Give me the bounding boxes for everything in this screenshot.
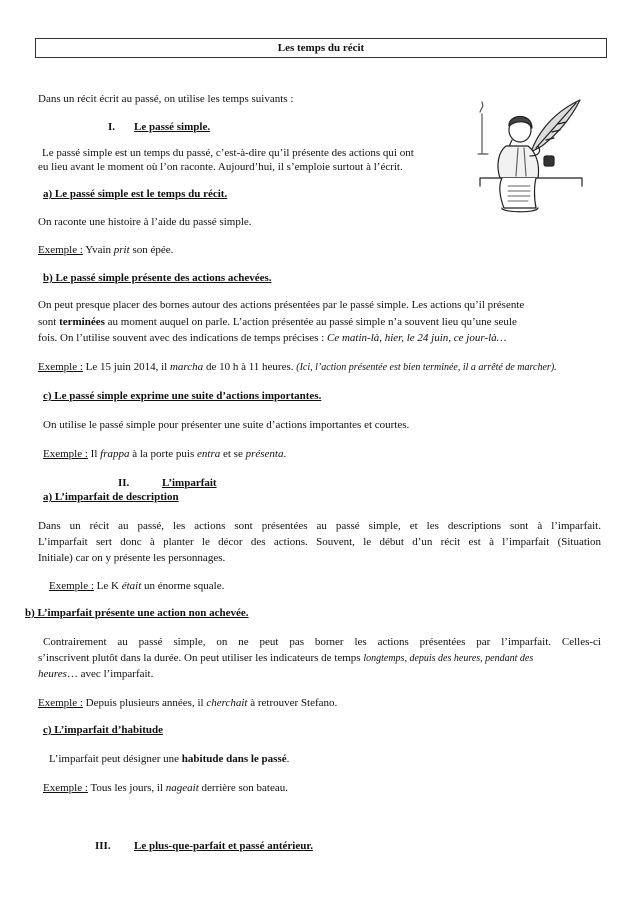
time-indicators: heures [38, 668, 67, 680]
line-text: L’imparfait peut désigner une [49, 753, 182, 765]
s2-c-text [49, 753, 289, 766]
example-label: Exemple : [38, 244, 83, 256]
s2-a-line1: Dans un récit au passé, les actions sont présentées au passé simple, et les descriptions sont à l’imparfait. [38, 520, 601, 532]
example-label: Exemple : [49, 580, 94, 592]
section-3-heading: Le plus-que-parfait et passé antérieur. [134, 840, 313, 852]
s2-a-line2: L’imparfait sert donc à planter le décor des actions. Souvent, le début d’un récit est à l’imparfait (Situation [38, 536, 601, 548]
example-text: à retrouver Stefano. [247, 697, 338, 709]
s2-b-line2 [38, 652, 533, 665]
example-label: Exemple : [38, 361, 83, 373]
line-text: s’inscrivent plutôt dans la durée. On peut utiliser les indicateurs de temps [38, 652, 364, 664]
example-text: et se [220, 448, 246, 460]
s1-c-heading [43, 390, 321, 403]
example-text: un énorme squale. [141, 580, 225, 592]
s1-b-line2 [38, 316, 517, 329]
example-verb: nageait [165, 782, 199, 794]
example-text: Depuis plusieurs années, il [82, 697, 207, 709]
s2-b-line3 [38, 668, 153, 681]
example-text: Yvain [82, 244, 114, 256]
example-label: Exemple : [43, 448, 88, 460]
example-text: de 10 h à 11 heures. [203, 361, 297, 373]
s1-a-heading [43, 188, 227, 201]
example-text: Le K [93, 580, 122, 592]
s2-b-line1: Contrairement au passé simple, on ne peut pas borner les actions présentées par l’imparfait. Celles-ci [43, 636, 601, 648]
example-text: Il [87, 448, 101, 460]
s1-a-example [38, 244, 173, 257]
example-verb: entra [197, 448, 221, 460]
s2-b-example [38, 697, 337, 710]
s2-b-heading-text: b) L’imparfait présente une action non achevée. [25, 607, 249, 619]
s2-c-heading-text: c) L’imparfait d’habitude [43, 724, 163, 736]
s2-a-example [49, 580, 224, 593]
section-2-heading: L’imparfait [162, 477, 217, 489]
example-note: (Ici, l’action présentée est bien terminée, il a arrêté de marcher). [296, 362, 557, 373]
page-title: Les temps du récit [277, 42, 365, 54]
example-verb: était [121, 580, 142, 592]
line-text: sont [38, 316, 60, 328]
section-3-number: III. [95, 840, 111, 852]
example-text: Le 15 juin 2014, il [82, 361, 170, 373]
example-label: Exemple : [43, 782, 88, 794]
example-text: son épée. [129, 244, 174, 256]
section-2-number: II. [118, 477, 130, 489]
example-text: à la porte puis [129, 448, 197, 460]
s1-c-example [43, 448, 286, 461]
s1-b-heading [43, 272, 272, 285]
s2-b-heading [25, 607, 249, 620]
example-verb: cherchait [206, 697, 248, 709]
line-text: … avec l’imparfait. [66, 668, 154, 680]
bold-term: terminées [59, 316, 105, 328]
writer-illustration [476, 94, 586, 214]
s2-a-line3: Initiale) car on y présente les personnages. [38, 552, 226, 564]
s2-a-heading-text: a) L’imparfait de description [43, 491, 179, 503]
example-verb: prit [113, 244, 130, 256]
example-text: Tous les jours, il [87, 782, 166, 794]
example-label: Exemple : [38, 697, 83, 709]
s1-b-line3 [38, 332, 506, 345]
s1-b-heading-text: b) Le passé simple présente des actions achevées. [43, 272, 272, 284]
title-box [35, 38, 607, 58]
example-text: . [283, 448, 287, 460]
s1-c-text: On utilise le passé simple pour présenter une suite d’actions importantes et courtes. [43, 419, 410, 431]
s2-a-heading [43, 491, 179, 504]
time-indicators: longtemps, depuis des heures, pendant des [363, 653, 534, 664]
time-indicators: Ce matin-là, hier, le 24 juin, ce jour-là… [327, 332, 507, 344]
line-text: au moment auquel on parle. L’action présentée au passé simple n’a souvent lieu qu’une seule [104, 316, 517, 328]
example-text: derrière son bateau. [198, 782, 288, 794]
example-verb: marcha [169, 361, 204, 373]
example-verb: frappa [100, 448, 130, 460]
s1-a-text: On raconte une histoire à l’aide du passé simple. [38, 216, 252, 228]
s1-paragraph-line2: eu lieu avant le moment où l’on raconte. Aujourd’hui, il s’emploie surtout à l’écrit. [38, 161, 403, 173]
s2-c-example [43, 782, 288, 795]
section-1-heading: Le passé simple. [134, 121, 211, 133]
s2-c-heading [43, 724, 163, 737]
intro-text: Dans un récit écrit au passé, on utilise les temps suivants : [38, 93, 294, 105]
s1-b-line1: On peut presque placer des bornes autour des actions présentées par le passé simple. Les actions qu’il présente [38, 299, 525, 311]
line-text: . [286, 753, 290, 765]
s1-b-example [38, 361, 557, 374]
example-verb: présenta [245, 448, 284, 460]
bold-term: habitude dans le passé [181, 753, 287, 765]
s1-c-heading-text: c) Le passé simple exprime une suite d’actions importantes. [43, 390, 322, 402]
section-1-number: I. [108, 121, 116, 133]
line-text: fois. On l’utilise souvent avec des indications de temps précises : [38, 332, 327, 344]
s1-paragraph-line1: Le passé simple est un temps du passé, c’est-à-dire qu’il présente des actions qui ont [42, 147, 414, 159]
s1-a-heading-text: a) Le passé simple est le temps du récit. [43, 188, 228, 200]
